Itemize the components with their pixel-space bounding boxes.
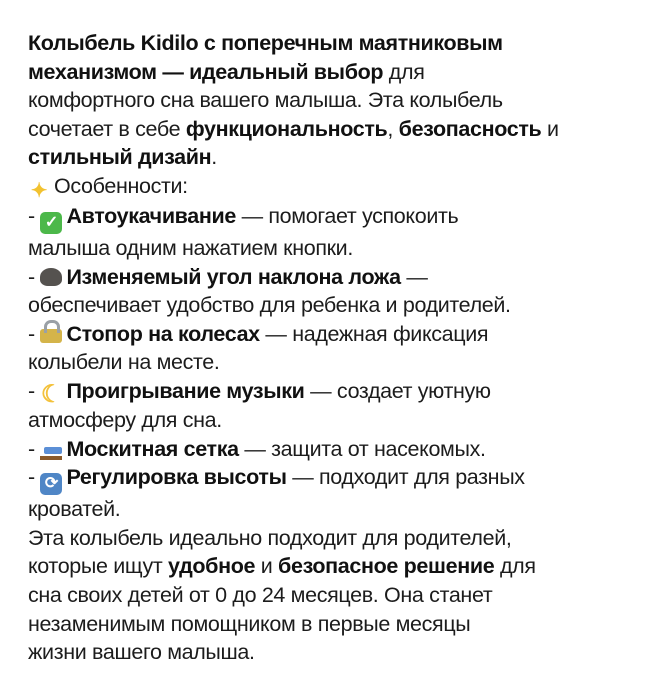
bed-icon: [40, 444, 62, 460]
bold-text: Москитная сетка: [66, 436, 239, 461]
text-line: [28, 552, 648, 581]
text: комфортного сна вашего малыша. Эта колыбель: [28, 88, 503, 113]
text: Эта колыбель идеально подходит для родителей,: [28, 525, 512, 550]
text-line: [28, 263, 648, 292]
text: .: [211, 145, 217, 170]
text: — помогает успокоить: [235, 203, 459, 228]
bold-text: механизмом — идеальный выбор: [28, 59, 384, 84]
text-line: [28, 581, 648, 610]
text-line: [28, 377, 648, 406]
text-line: [28, 234, 648, 263]
text: -: [28, 378, 41, 403]
text: и: [255, 554, 279, 579]
text: сочетает в себе: [28, 116, 186, 141]
bold-text: Автоукачивание: [66, 203, 236, 228]
text: ,: [387, 116, 399, 141]
text-line: [28, 320, 648, 349]
text-line: [28, 202, 648, 234]
bold-text: безопасное решение: [278, 554, 495, 579]
text-line: [28, 495, 648, 524]
text-line: [28, 524, 648, 553]
text-line: [28, 463, 648, 495]
text-line: [28, 638, 648, 667]
text: -: [28, 203, 41, 228]
text: атмосферу для сна.: [28, 407, 222, 432]
text: -: [28, 436, 41, 461]
bold-text: Проигрывание музыки: [66, 378, 305, 403]
bold-text: безопасность: [398, 116, 542, 141]
text: — подходит для разных: [286, 465, 525, 490]
text: и: [541, 116, 559, 141]
text: -: [28, 264, 41, 289]
bold-text: Изменяемый угол наклона ложа: [66, 264, 401, 289]
bold-text: Колыбель Kidilo с поперечным маятниковым: [28, 31, 503, 55]
bold-text: Стопор на колесах: [66, 321, 260, 346]
lock-icon: [40, 329, 62, 343]
moon-icon: ☾: [40, 380, 63, 408]
text: -: [28, 321, 41, 346]
bold-text: Регулировка высоты: [66, 465, 287, 490]
text: сна своих детей от 0 до 24 месяцев. Она станет: [28, 582, 493, 607]
check-mark-icon: ✓: [40, 212, 62, 234]
text-line: [28, 58, 648, 87]
text-line: [28, 29, 648, 58]
text: — защита от насекомых.: [238, 436, 486, 461]
text: -: [28, 465, 41, 490]
post-text: [28, 29, 648, 667]
text-line: [28, 435, 648, 464]
text-line: [28, 291, 648, 320]
text-line: [28, 86, 648, 115]
text: Особенности:: [54, 173, 188, 198]
text-line: [28, 115, 648, 144]
text: незаменимым помощником в первые месяцы: [28, 611, 471, 636]
text: — надежная фиксация: [259, 321, 489, 346]
text: — создает уютную: [304, 378, 491, 403]
bold-text: удобное: [168, 554, 256, 579]
text-line: [28, 143, 648, 172]
text-line: [28, 406, 648, 435]
text-line: [28, 610, 648, 639]
refresh-icon: ⟳: [40, 473, 62, 495]
text: для: [494, 554, 536, 579]
text: для: [383, 59, 425, 84]
text-line: [28, 172, 648, 202]
sparkles-icon: ✦: [30, 179, 48, 202]
bold-text: функциональность: [185, 116, 388, 141]
text: кроватей.: [28, 497, 121, 522]
text-line: [28, 348, 648, 377]
text: малыша одним нажатием кнопки.: [28, 235, 353, 260]
text: жизни вашего малыша.: [28, 640, 255, 665]
bold-text: стильный дизайн: [28, 145, 212, 170]
rock-icon: [40, 268, 62, 286]
text: колыбели на месте.: [28, 350, 220, 375]
text: —: [400, 264, 428, 289]
text: обеспечивает удобство для ребенка и родителей.: [28, 293, 511, 318]
text: которые ищут: [28, 554, 168, 579]
